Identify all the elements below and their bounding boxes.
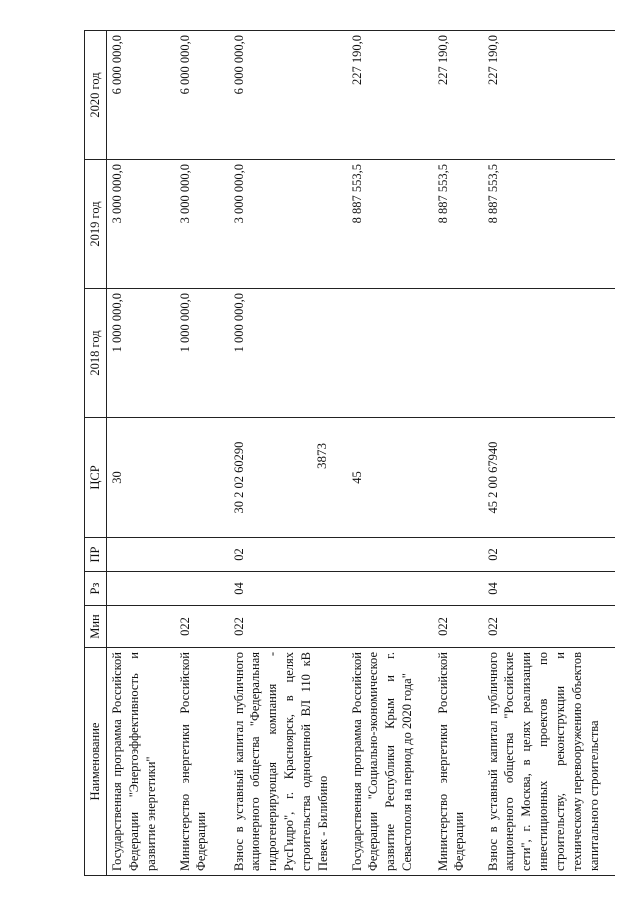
row-csr — [175, 418, 229, 538]
table-header — [85, 31, 107, 876]
row-pr: 02 — [229, 538, 347, 572]
row-name: Государственная программа Российской Федерации "Социально-экономическое развитие Республики Крым и г. Севастополя на период до 2020 года" — [347, 648, 433, 876]
row-pr — [433, 538, 483, 572]
header-min: Мин — [85, 606, 107, 648]
row-min: 022 — [175, 606, 229, 648]
row-2020: 6 000 000,0 — [107, 31, 175, 160]
header-pr: ПР — [85, 538, 107, 572]
page-number: 3873 — [314, 443, 329, 469]
row-rz — [433, 572, 483, 606]
row-name: Взнос в уставный капитал публичного акционерного общества "Федеральная гидрогенерирующая компания - РусГидро", г. Красноярск, в целях строительства одноцепной ВЛ 110 кВ Певек - Билибино — [229, 648, 347, 876]
row-csr: 30 2 02 60290 — [229, 418, 347, 538]
row-name: Взнос в уставный капитал публичного акционерного общества "Российские сети", г. Москва, в целях реализации инвестиционных проектов по строительству, реконструкции и техническому перевооружению объектов капитального строительства — [483, 648, 615, 876]
header-csr: ЦСР — [85, 418, 107, 538]
row-min — [107, 606, 175, 648]
row-2018 — [347, 289, 433, 418]
row-2019: 8 887 553,5 — [483, 160, 615, 289]
row-rz — [175, 572, 229, 606]
row-2018: 1 000 000,0 — [175, 289, 229, 418]
row-2019: 3 000 000,0 — [229, 160, 347, 289]
table-row — [483, 31, 615, 876]
row-min — [347, 606, 433, 648]
table-row — [347, 31, 433, 876]
row-2020: 6 000 000,0 — [229, 31, 347, 160]
header-2018: 2018 год — [85, 289, 107, 418]
row-min: 022 — [483, 606, 615, 648]
row-min: 022 — [229, 606, 347, 648]
row-2018: 1 000 000,0 — [229, 289, 347, 418]
row-2020: 227 190,0 — [433, 31, 483, 160]
row-2018 — [483, 289, 615, 418]
row-2019: 3 000 000,0 — [175, 160, 229, 289]
row-2020: 227 190,0 — [483, 31, 615, 160]
row-pr — [175, 538, 229, 572]
row-csr: 30 — [107, 418, 175, 538]
row-min: 022 — [433, 606, 483, 648]
row-2018 — [433, 289, 483, 418]
table-row — [175, 31, 229, 876]
row-2019: 3 000 000,0 — [107, 160, 175, 289]
row-2020: 6 000 000,0 — [175, 31, 229, 160]
row-rz: 04 — [229, 572, 347, 606]
table-row — [107, 31, 175, 876]
row-rz: 04 — [483, 572, 615, 606]
row-csr — [433, 418, 483, 538]
header-2019: 2019 год — [85, 160, 107, 289]
row-2020: 227 190,0 — [347, 31, 433, 160]
row-csr: 45 — [347, 418, 433, 538]
row-name: Министерство энергетики Российской Федерации — [433, 648, 483, 876]
row-pr — [347, 538, 433, 572]
row-name: Министерство энергетики Российской Федерации — [175, 648, 229, 876]
header-name: Наименование — [85, 648, 107, 876]
row-rz — [347, 572, 433, 606]
header-rz: Рз — [85, 572, 107, 606]
row-pr — [107, 538, 175, 572]
row-csr: 45 2 00 67940 — [483, 418, 615, 538]
table-row — [229, 31, 347, 876]
row-name: Государственная программа Российской Федерации "Энергоэффективность и развитие энергетики" — [107, 648, 175, 876]
row-pr: 02 — [483, 538, 615, 572]
row-2018: 1 000 000,0 — [107, 289, 175, 418]
table-row — [433, 31, 483, 876]
row-rz — [107, 572, 175, 606]
row-2019: 8 887 553,5 — [433, 160, 483, 289]
budget-table — [84, 30, 615, 876]
header-2020: 2020 год — [85, 31, 107, 160]
row-2019: 8 887 553,5 — [347, 160, 433, 289]
